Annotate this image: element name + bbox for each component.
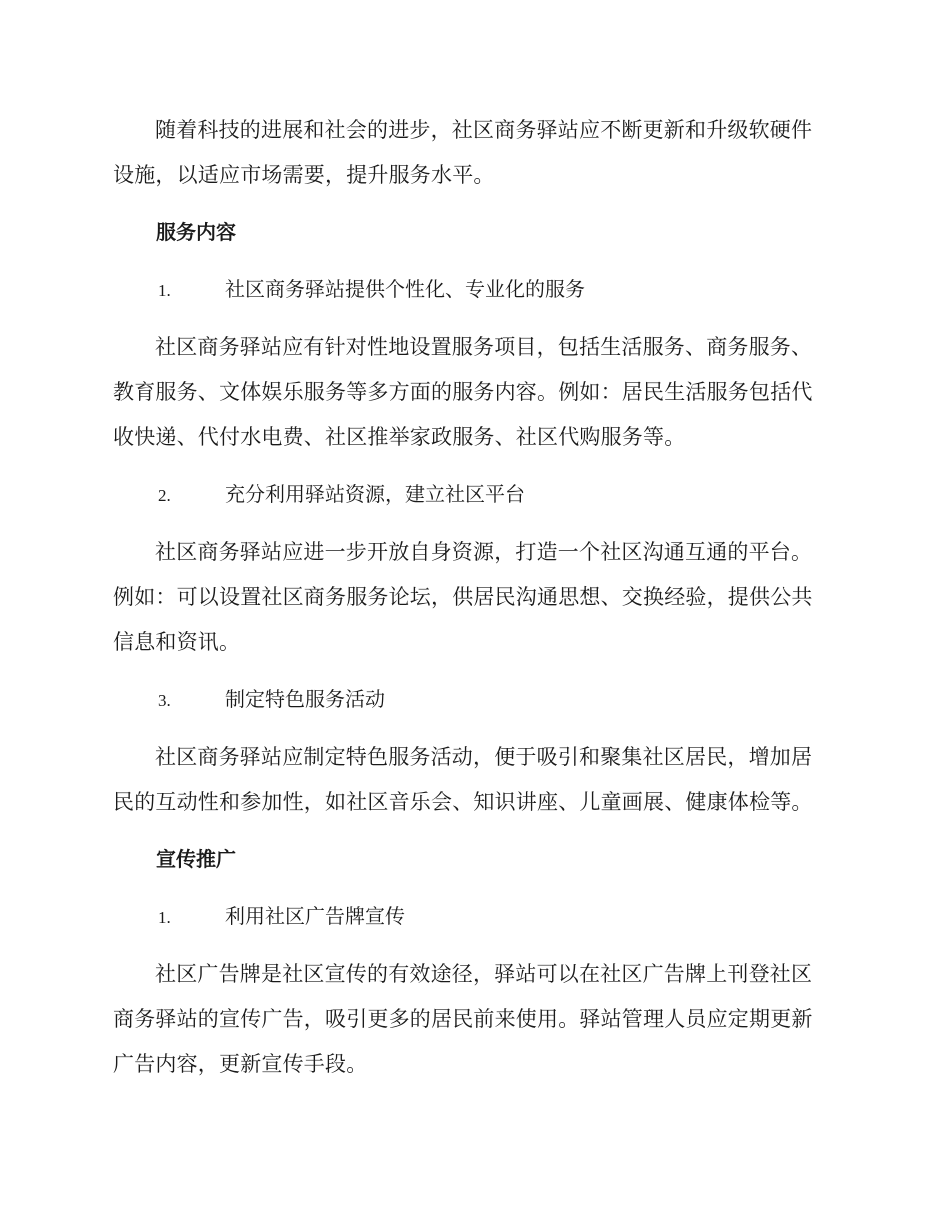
list-number: 1.: [158, 281, 171, 300]
list-number: 2.: [158, 486, 171, 505]
section-heading-promotion: 宣传推广: [156, 847, 236, 871]
list-number: 1.: [158, 908, 171, 927]
list-item-title: [113, 677, 831, 723]
list-item-title: [113, 267, 831, 313]
body-paragraph: 社区商务驿站应制定特色服务活动，便于吸引和聚集社区居民，增加居民的互动性和参加性，如社区音乐会、知识讲座、儿童画展、健康体检等。: [113, 745, 813, 814]
list-title: 社区商务驿站提供个性化、专业化的服务: [225, 277, 585, 301]
body-paragraph: 社区广告牌是社区宣传的有效途径，驿站可以在社区广告牌上刊登社区商务驿站的宣传广告，吸引更多的居民前来使用。驿站管理人员应定期更新广告内容，更新宣传手段。: [113, 962, 813, 1076]
list-number: 3.: [158, 691, 171, 710]
body-paragraph: 社区商务驿站应进一步开放自身资源，打造一个社区沟通互通的平台。例如：可以设置社区商务服务论坛，供居民沟通思想、交换经验，提供公共信息和资讯。: [113, 540, 813, 654]
list-title: 充分利用驿站资源，建立社区平台: [225, 482, 525, 506]
list-item-title: [113, 894, 831, 940]
document-page: [113, 108, 831, 1099]
list-item-title: [113, 472, 831, 518]
list-title: 制定特色服务活动: [225, 687, 385, 711]
section-heading-services: 服务内容: [156, 220, 236, 244]
intro-paragraph: 随着科技的进展和社会的进步，社区商务驿站应不断更新和升级软硬件设施，以适应市场需要，提升服务水平。: [113, 118, 813, 187]
list-title: 利用社区广告牌宣传: [225, 904, 405, 928]
body-paragraph: 社区商务驿站应有针对性地设置服务项目，包括生活服务、商务服务、教育服务、文体娱乐服务等多方面的服务内容。例如：居民生活服务包括代收快递、代付水电费、社区推举家政服务、社区代购服务等。: [113, 335, 813, 449]
